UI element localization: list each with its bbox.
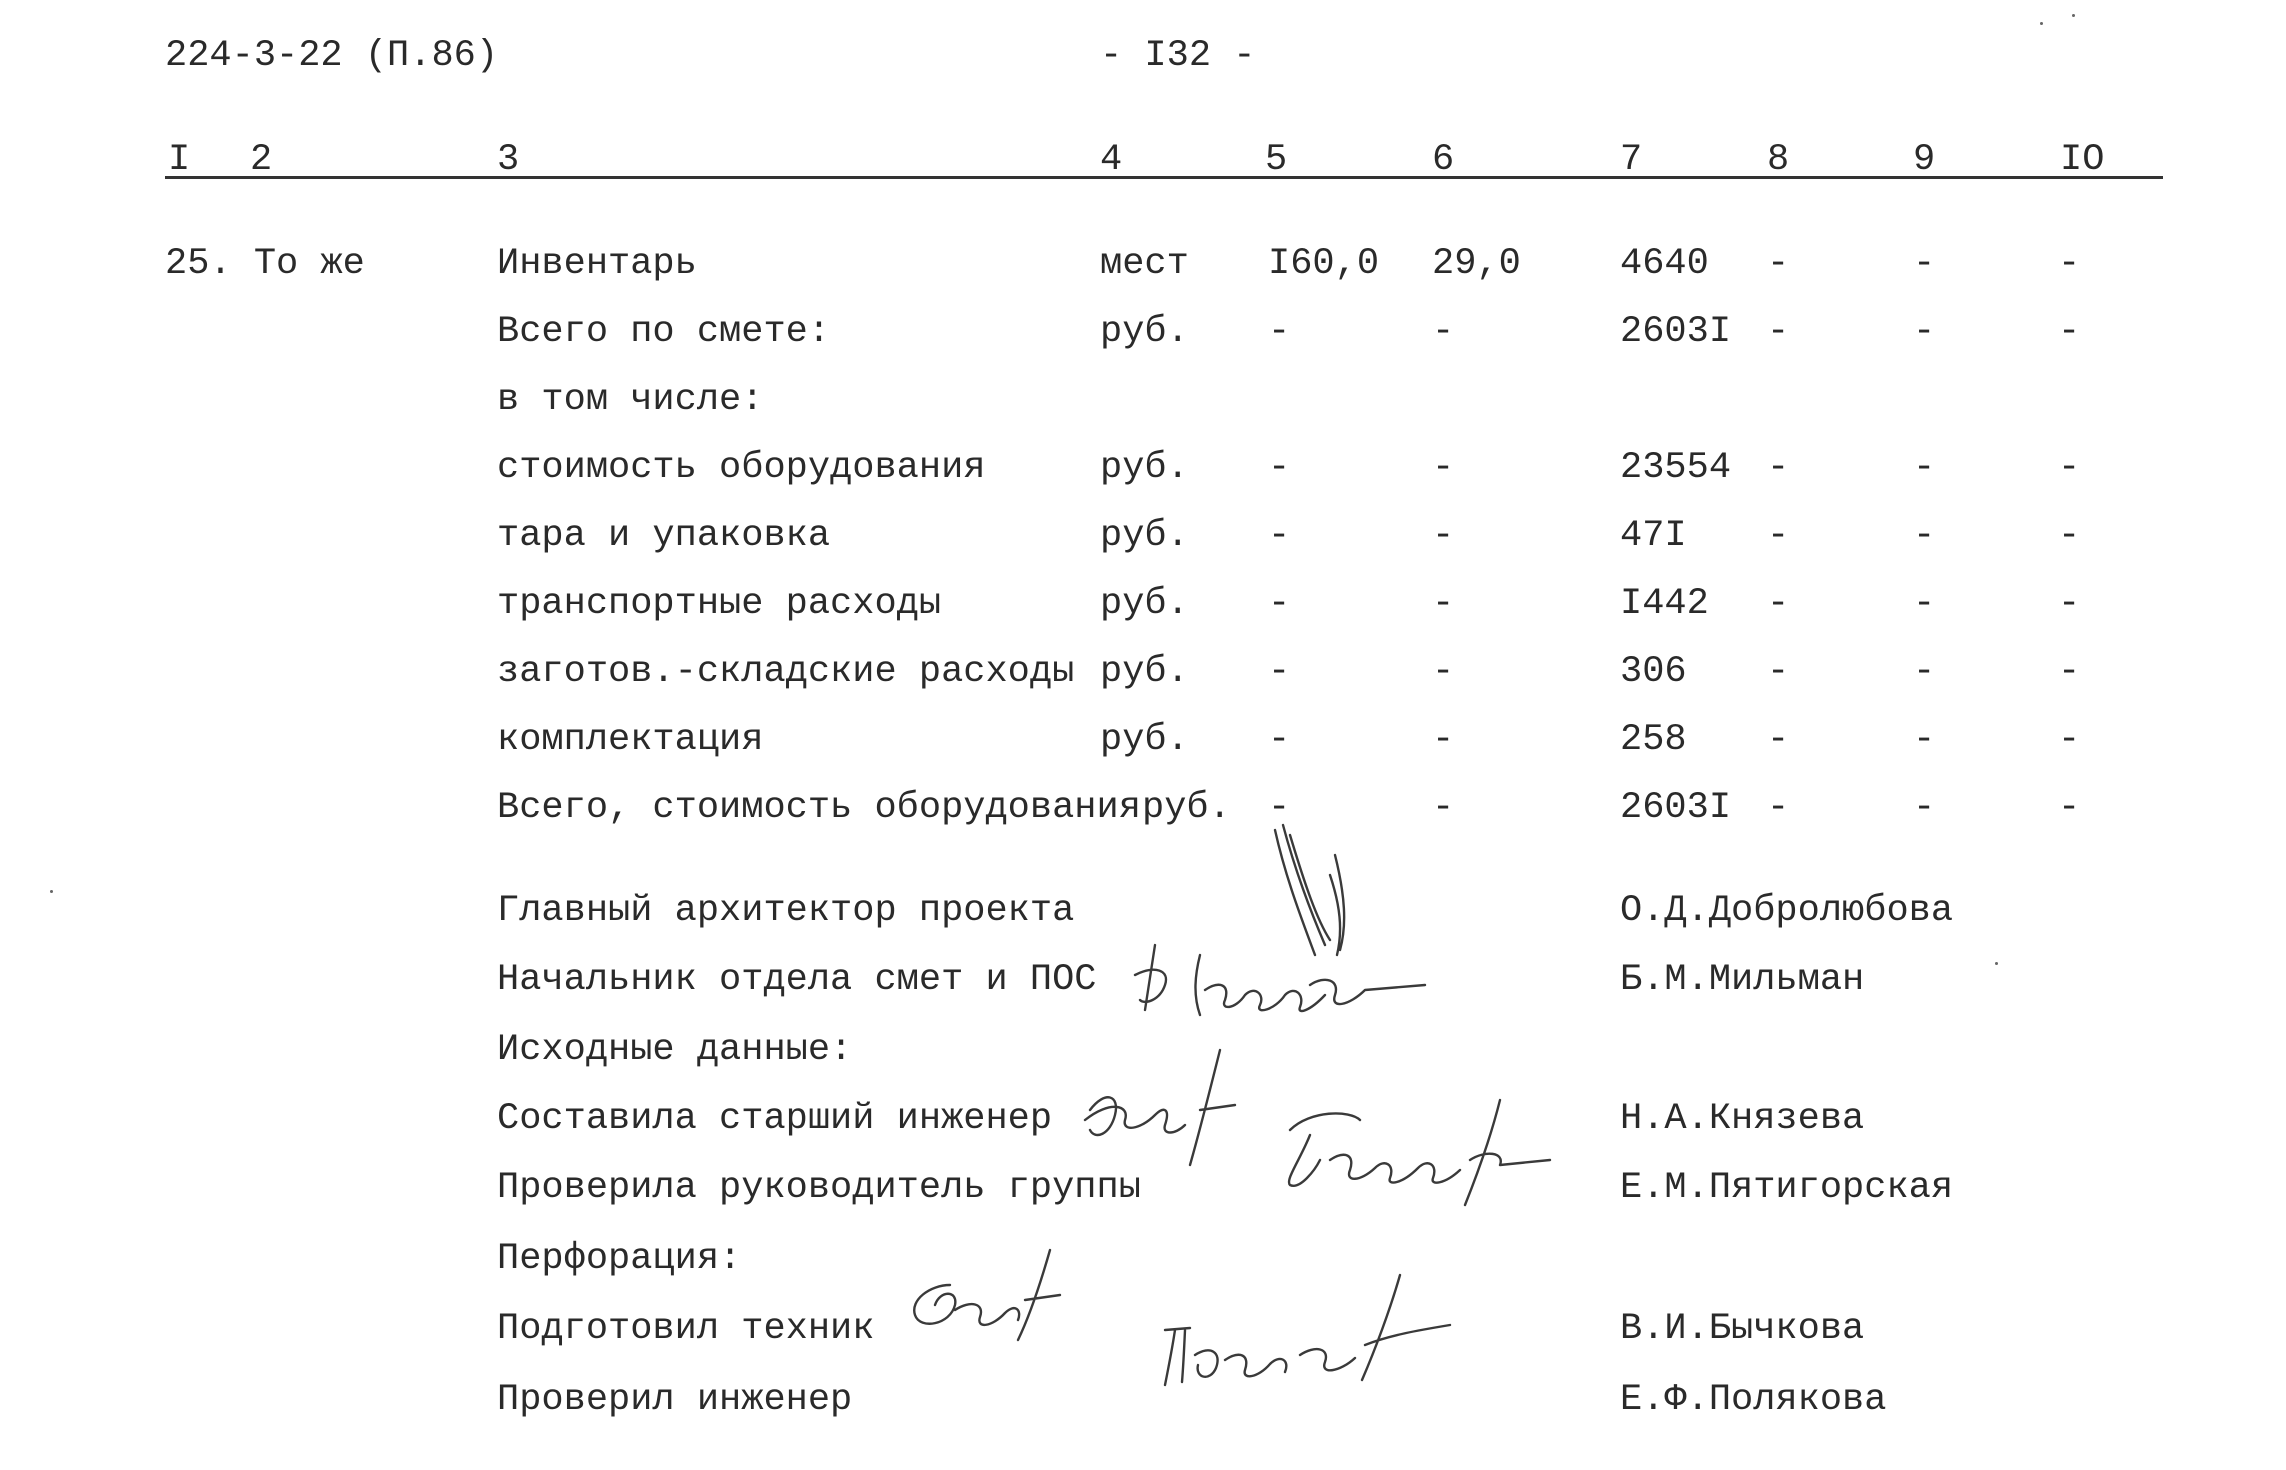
row-col7: 2603I (1620, 787, 1732, 829)
row-col5: - (1268, 651, 1291, 693)
signature-role: Исходные данные: (497, 1029, 853, 1071)
row-col5: - (1268, 583, 1291, 625)
row-col7: I442 (1620, 583, 1709, 625)
row-col9: - (1913, 311, 1936, 353)
row-col5: - (1268, 311, 1291, 353)
row-col10: - (2058, 787, 2081, 829)
row-col10: - (2058, 719, 2081, 761)
row-col5: - (1268, 515, 1291, 557)
row-col5: - (1268, 787, 1291, 829)
column-header-8: 8 (1767, 139, 1790, 181)
page-number: - I32 - (1100, 35, 1256, 77)
row-unit: мест (1100, 243, 1189, 285)
row-name: тара и упаковка (497, 515, 831, 557)
row-col10: - (2058, 583, 2081, 625)
signature-role: Главный архитектор проекта (497, 890, 1075, 932)
scan-speck (50, 890, 53, 893)
row-col6: - (1432, 447, 1455, 489)
row-unit: руб. (1100, 583, 1189, 625)
row-col7: 2603I (1620, 311, 1732, 353)
column-header-3: 3 (497, 139, 520, 181)
row-col5: I60,0 (1268, 243, 1380, 285)
row-name: Всего, стоимость оборудования (497, 787, 1141, 829)
row-col8: - (1767, 651, 1790, 693)
handwritten-signature-milman (1125, 915, 1445, 1025)
row-col9: - (1913, 447, 1936, 489)
row-col7: 4640 (1620, 243, 1709, 285)
row-name: заготов.-складские расходы (497, 651, 1075, 693)
row-name: в том числе: (497, 379, 764, 421)
row-unit: руб. (1100, 447, 1189, 489)
signature-role: Проверила руководитель группы (497, 1167, 1141, 1209)
signature-person: В.И.Бычкова (1620, 1308, 1865, 1350)
row-col9: - (1913, 651, 1936, 693)
column-header-4: 4 (1100, 139, 1123, 181)
row-col6: - (1432, 787, 1455, 829)
signature-role: Составила старший инженер (497, 1098, 1053, 1140)
header-divider (165, 176, 2163, 179)
row-name: транспортные расходы (497, 583, 942, 625)
row-col5: - (1268, 447, 1291, 489)
row-name: комплектация (497, 719, 764, 761)
row-col10: - (2058, 651, 2081, 693)
row-col9: - (1913, 243, 1936, 285)
row-col9: - (1913, 583, 1936, 625)
document-code: 224-3-22 (П.86) (165, 35, 499, 77)
row-unit: руб. (1100, 719, 1189, 761)
row-col9: - (1913, 515, 1936, 557)
row-col6: - (1432, 515, 1455, 557)
row-col5: - (1268, 719, 1291, 761)
column-header-2: 2 (250, 139, 273, 181)
row-col10: - (2058, 243, 2081, 285)
row-name: Инвентарь (497, 243, 697, 285)
row-col6: - (1432, 651, 1455, 693)
signature-person: Е.М.Пятигорская (1620, 1167, 1954, 1209)
row-unit: руб. (1100, 651, 1189, 693)
row-col6: 29,0 (1432, 243, 1521, 285)
row-number: 25. То же (165, 243, 365, 285)
row-col8: - (1767, 311, 1790, 353)
handwritten-signature-pyatigorskaya (1270, 1090, 1570, 1210)
signature-role: Начальник отдела смет и ПОС (497, 959, 1097, 1001)
row-col8: - (1767, 719, 1790, 761)
row-col7: 258 (1620, 719, 1687, 761)
row-unit: руб. (1100, 515, 1189, 557)
column-header-10: IO (2060, 139, 2105, 181)
column-header-6: 6 (1432, 139, 1455, 181)
handwritten-signature-polyakova (1150, 1260, 1480, 1400)
row-col8: - (1767, 243, 1790, 285)
column-header-9: 9 (1913, 139, 1936, 181)
row-col8: - (1767, 787, 1790, 829)
row-col9: - (1913, 719, 1936, 761)
signature-role: Перфорация: (497, 1238, 742, 1280)
row-col6: - (1432, 719, 1455, 761)
handwritten-signature-bychkova (900, 1245, 1110, 1355)
row-col9: - (1913, 787, 1936, 829)
signature-person: О.Д.Добролюбова (1620, 890, 1954, 932)
signature-person: Б.М.Мильман (1620, 959, 1865, 1001)
signature-role: Проверил инженер (497, 1379, 853, 1421)
row-unit: руб. (1142, 787, 1231, 829)
signature-person: Е.Ф.Полякова (1620, 1379, 1887, 1421)
row-col8: - (1767, 515, 1790, 557)
row-col7: 47I (1620, 515, 1687, 557)
signature-role: Подготовил техник (497, 1308, 875, 1350)
signature-person: Н.А.Князева (1620, 1098, 1865, 1140)
row-col10: - (2058, 447, 2081, 489)
column-header-7: 7 (1620, 139, 1643, 181)
scan-speck (2072, 14, 2075, 17)
scan-speck (1995, 962, 1998, 965)
row-name: Всего по смете: (497, 311, 831, 353)
row-col7: 23554 (1620, 447, 1732, 489)
row-col8: - (1767, 583, 1790, 625)
row-name: стоимость оборудования (497, 447, 986, 489)
row-col6: - (1432, 311, 1455, 353)
row-col10: - (2058, 311, 2081, 353)
row-col6: - (1432, 583, 1455, 625)
scan-speck (2040, 22, 2043, 25)
handwritten-signature-knyazeva (1070, 1040, 1270, 1170)
row-col7: 306 (1620, 651, 1687, 693)
row-col8: - (1767, 447, 1790, 489)
row-col10: - (2058, 515, 2081, 557)
row-unit: руб. (1100, 311, 1189, 353)
column-header-5: 5 (1265, 139, 1288, 181)
column-header-1: I (168, 139, 191, 181)
